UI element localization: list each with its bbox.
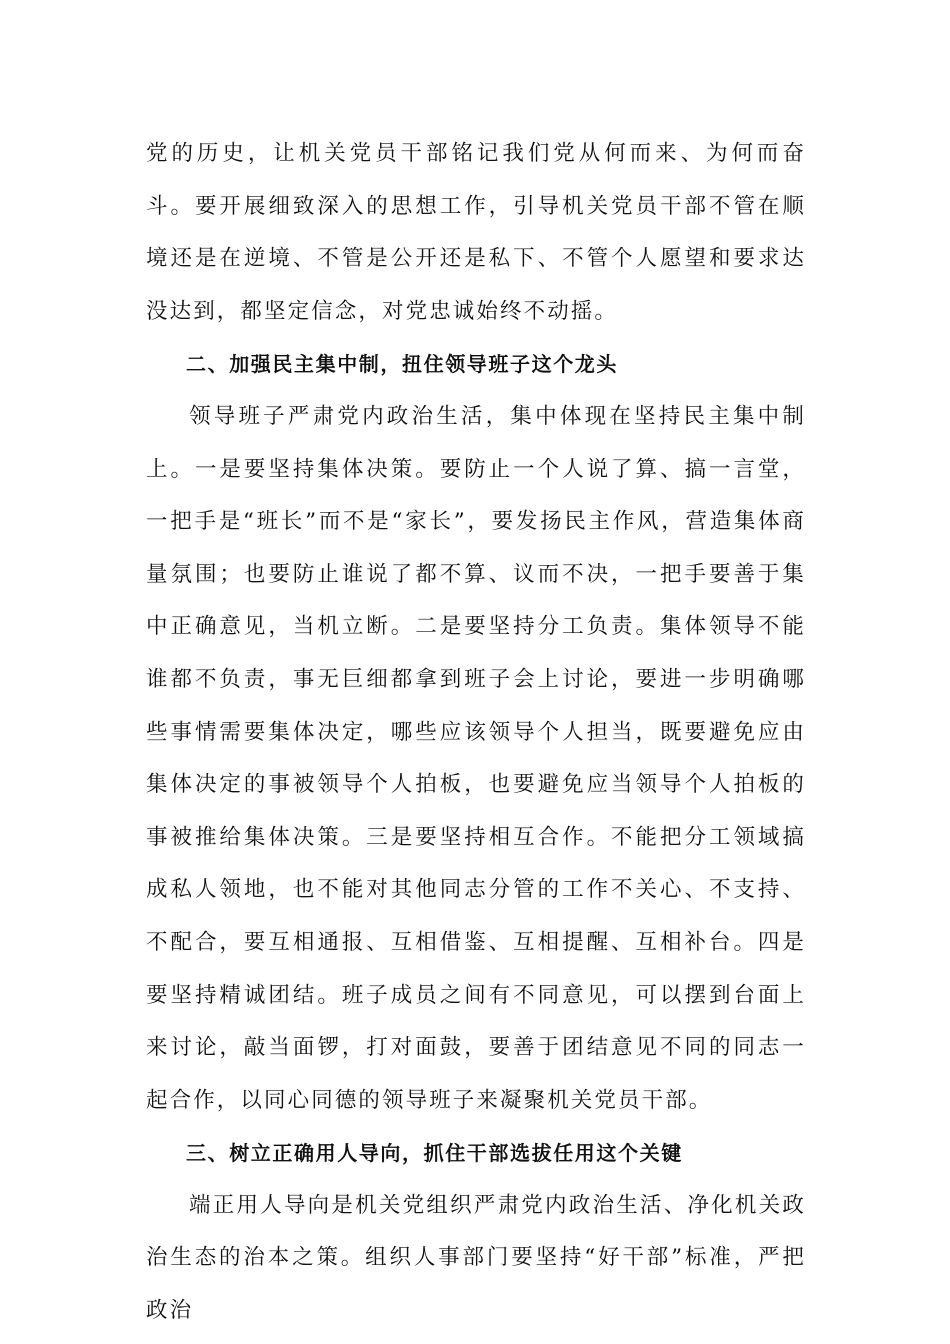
body-paragraph: 领导班子严肃党内政治生活，集中体现在坚持民主集中制上。一是要坚持集体决策。要防止一个人说了算、搞一言堂，一把手是“班长”而不是“家长”，要发扬民主作风，营造集体商量氛围；也要防止谁说了都不算、议而不决，一把手要善于集中正确意见，当机立断。二是要坚持分工负责。集体领导不能谁都不负责，事无巨细都拿到班子会上讨论，要进一步明确哪些事情需要集体决定，哪些应该领导个人担当，既要避免应由集体决定的事被领导个人拍板，也要避免应当领导个人拍板的事被推给集体决策。三是要坚持相互合作。不能把分工领域搞成私人领地，也不能对其他同志分管的工作不关心、不支持、不配合，要互相通报、互相借鉴、互相提醒、互相补台。四是要坚持精诚团结。班子成员之间有不同意见，可以摆到台面上来讨论，敲当面锣，打对面鼓，要善于团结意见不同的同志一起合作，以同心同德的领导班子来凝聚机关党员干部。	[146, 403, 806, 1113]
body-paragraph: 党的历史，让机关党员干部铭记我们党从何而来、为何而奋斗。要开展细致深入的思想工作，引导机关党员干部不管在顺境还是在逆境、不管是公开还是私下、不管个人愿望和要求达没达到，都坚定信念，对党忠诚始终不动摇。	[146, 141, 806, 324]
section-heading: 二、加强民主集中制，扭住领导班子这个龙头	[186, 352, 618, 377]
body-paragraph: 端正用人导向是机关党组织严肃党内政治生活、净化机关政治生态的治本之策。组织人事部门要坚持“好干部”标准，严把政治	[146, 1192, 806, 1324]
document-page	[146, 128, 806, 1338]
section-heading: 三、树立正确用人导向，抓住干部选拔任用这个关键	[186, 1141, 683, 1166]
